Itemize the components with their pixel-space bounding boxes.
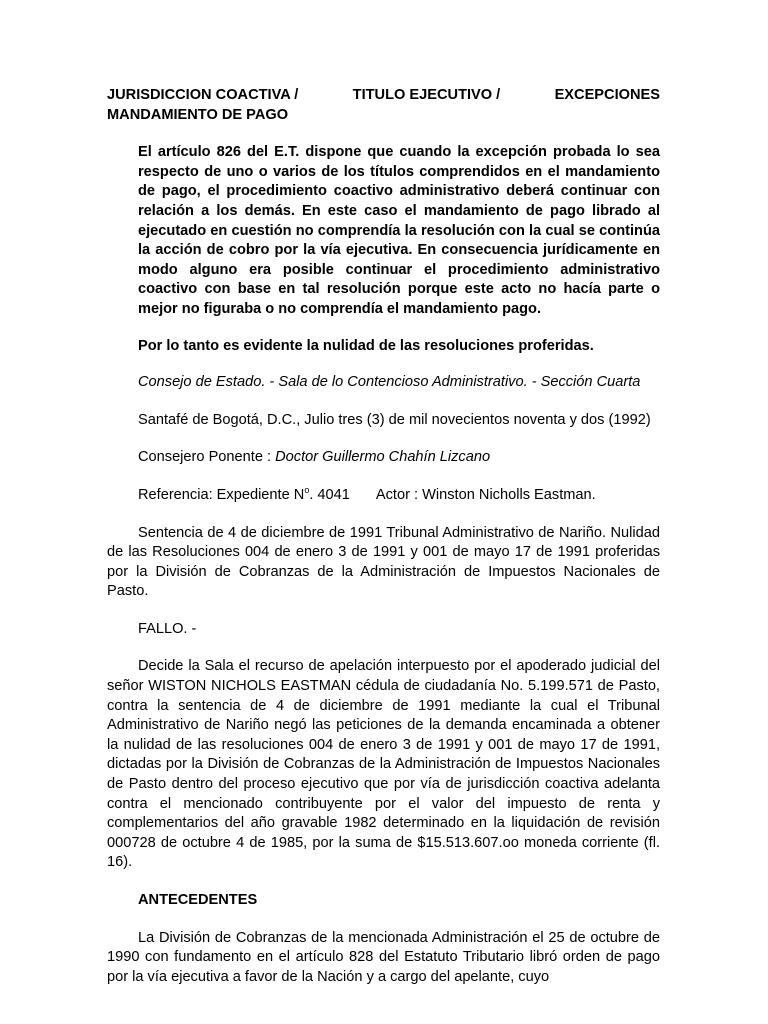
heading-line-2: MANDAMIENTO DE PAGO bbox=[107, 106, 289, 123]
ponente-name: Doctor Guillermo Chahín Lizcano bbox=[275, 449, 491, 466]
reference-line bbox=[107, 486, 660, 506]
heading-part-2: TITULO EJECUTIVO / bbox=[352, 87, 501, 103]
reference-number: . 4041 bbox=[309, 486, 350, 503]
reference-actor: Actor : Winston Nicholls Eastman. bbox=[375, 486, 596, 503]
heading-part-3: EXCEPCIONES bbox=[554, 87, 660, 103]
antecedentes-heading: ANTECEDENTES bbox=[138, 892, 258, 908]
document-heading bbox=[107, 86, 660, 106]
ponente-line bbox=[107, 448, 660, 468]
ponente-label: Consejero Ponente : bbox=[138, 449, 272, 466]
sentence-paragraph: Sentencia de 4 de diciembre de 1991 Tribunal Administrativo de Nariño. Nulidad de las Resoluciones 004 de enero 3 de 1991 y 001 de mayo 17 de 1991 proferidas por la División de Cobranzas de la Administración de Impuestos Nacionales de Pasto. bbox=[107, 524, 660, 600]
reference-label: Referencia: Expediente N bbox=[138, 486, 305, 503]
fallo-heading: FALLO. - bbox=[138, 620, 197, 637]
antecedentes-paragraph: La División de Cobranzas de la mencionada Administración el 25 de octubre de 1990 con fundamento en el artículo 828 del Estatuto Tributario libró orden de pago por la vía ejecutiva a favor de la Nación y a cargo del apelante, cuyo bbox=[107, 929, 660, 985]
place-date: Santafé de Bogotá, D.C., Julio tres (3) de mil novecientos noventa y dos (1992) bbox=[138, 411, 651, 428]
heading-part-1: JURISDICCION COACTIVA / bbox=[107, 87, 299, 103]
document-page bbox=[107, 86, 660, 1005]
court-name: Consejo de Estado. - Sala de lo Contencioso Administrativo. - Sección Cuarta bbox=[138, 374, 641, 391]
reference-sup: o bbox=[304, 485, 310, 496]
summary-conclusion: Por lo tanto es evidente la nulidad de las resoluciones proferidas. bbox=[138, 337, 594, 354]
summary-paragraph: El artículo 826 del E.T. dispone que cuando la excepción probada lo sea respecto de uno o varios de los títulos comprendidos en el mandamiento de pago, el procedimiento coactivo administrativo deberá continuar con relación a los demás. En este caso el mandamiento de pago librado al ejecutado en cuestión no comprendía la resolución con la cual se continúa la acción de cobro por la vía ejecutiva. En consecuencia jurídicamente en modo alguno era posible continuar el procedimiento administrativo coactivo con base en tal resolución porque este acto no hacía parte o mejor no figuraba o no comprendía el mandamiento pago. bbox=[138, 144, 660, 317]
decision-paragraph: Decide la Sala el recurso de apelación interpuesto por el apoderado judicial del señor WISTON NICHOLS EASTMAN cédula de ciudadanía No. 5.199.571 de Pasto, contra la sentencia de 4 de diciembre de 1991 mediante la cual el Tribunal Administrativo de Nariño negó las peticiones de la demanda encaminada a obtener la nulidad de las resoluciones 004 de enero 3 de 1991 y 001 de mayo 17 de 1991, dictadas por la División de Cobranzas de la Administración de Impuestos Nacionales de Pasto dentro del proceso ejecutivo que por vía de jurisdicción coactiva adelanta contra el mencionado contribuyente por el valor del impuesto de renta y complementarios del año gravable 1982 determinado en la liquidación de revisión 000728 de octubre 4 de 1985, por la suma de $15.513.607.oo moneda corriente (fl. 16). bbox=[107, 658, 660, 871]
